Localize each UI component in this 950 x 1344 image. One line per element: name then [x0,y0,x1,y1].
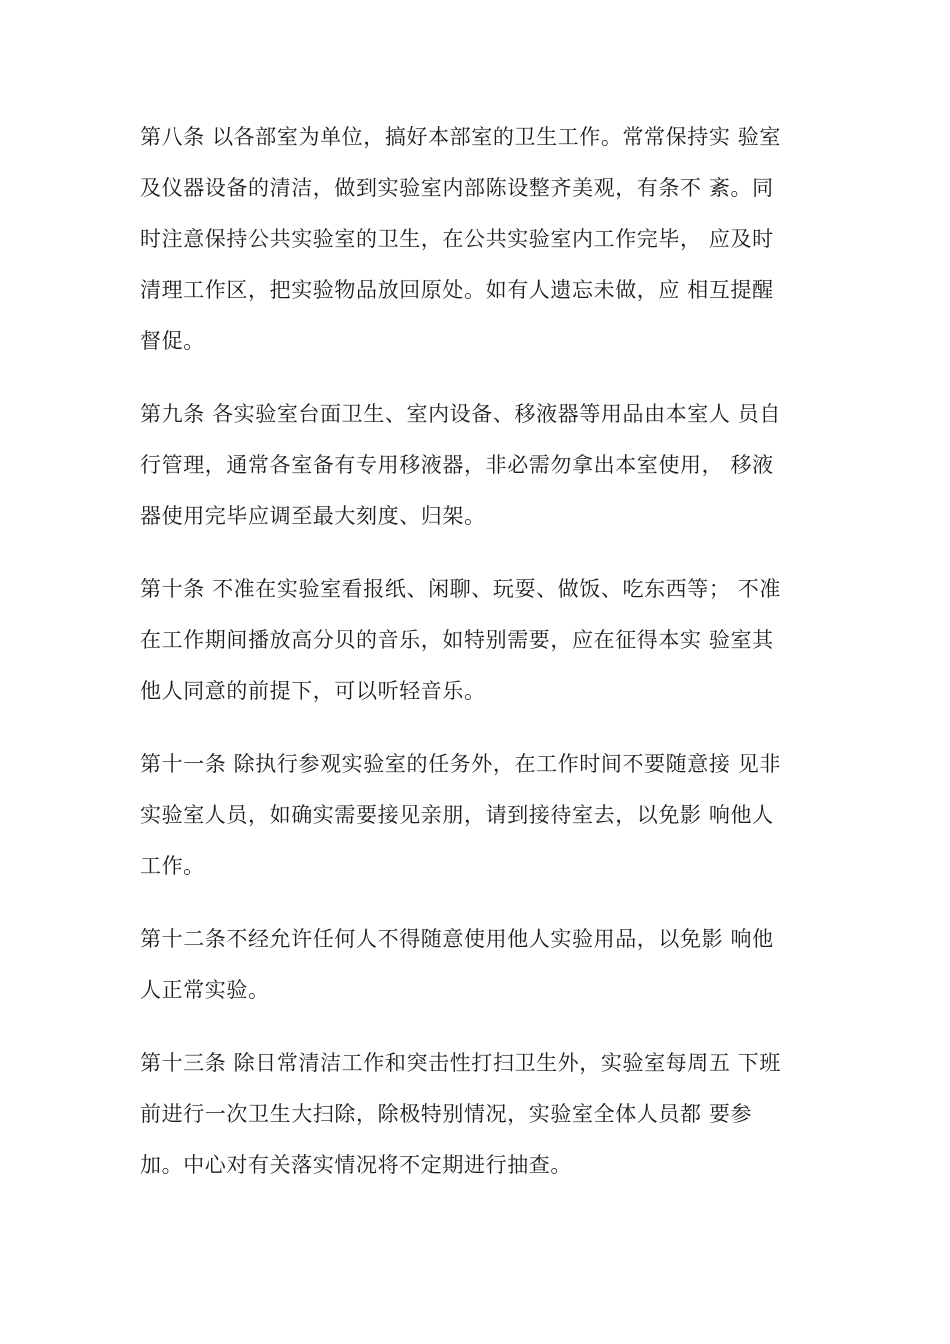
text-line: 第十二条不经允许任何人不得随意使用他人实验用品，以免影 响他 [140,927,774,951]
article-13-paragraph [140,1038,820,1191]
text-line: 第八条 以各部室为单位，搞好本部室的卫生工作。常常保持实 验室 [140,125,781,149]
text-line: 第九条 各实验室台面卫生、室内设备、移液器等用品由本室人 员自 [140,402,781,426]
article-9-paragraph [140,389,820,542]
text-line: 加。中心对有关落实情况将不定期进行抽查。 [140,1153,572,1177]
text-line: 清理工作区，把实验物品放回原处。如有人遗忘未做，应 相互提醒 [140,278,774,302]
text-line: 时注意保持公共实验室的卫生，在公共实验室内工作完毕， 应及时 [140,227,774,251]
text-line: 前进行一次卫生大扫除，除极特别情况，实验室全体人员都 要参 [140,1102,753,1126]
text-line: 工作。 [140,854,205,878]
text-line: 第十三条 除日常清洁工作和突击性打扫卫生外，实验室每周五 下班 [140,1051,781,1075]
article-11-paragraph [140,739,820,892]
text-line: 第十一条 除执行参观实验室的任务外，在工作时间不要随意接 见非 [140,752,781,776]
text-line: 第十条 不准在实验室看报纸、闲聊、玩耍、做饭、吃东西等； 不准 [140,577,781,601]
text-line: 人正常实验。 [140,978,270,1002]
article-8-paragraph [140,112,820,367]
text-line: 在工作期间播放高分贝的音乐，如特别需要，应在征得本实 验室其 [140,628,774,652]
article-12-paragraph [140,914,820,1016]
text-line: 行管理，通常各室备有专用移液器，非必需勿拿出本室使用， 移液 [140,453,774,477]
text-line: 实验室人员，如确实需要接见亲朋，请到接待室去，以免影 响他人 [140,803,774,827]
text-line: 器使用完毕应调至最大刻度、归架。 [140,504,486,528]
document-body [140,112,820,1213]
text-line: 及仪器设备的清洁，做到实验室内部陈设整齐美观，有条不 紊。同 [140,176,774,200]
text-line: 他人同意的前提下，可以听轻音乐。 [140,679,486,703]
article-10-paragraph [140,564,820,717]
text-line: 督促。 [140,329,205,353]
